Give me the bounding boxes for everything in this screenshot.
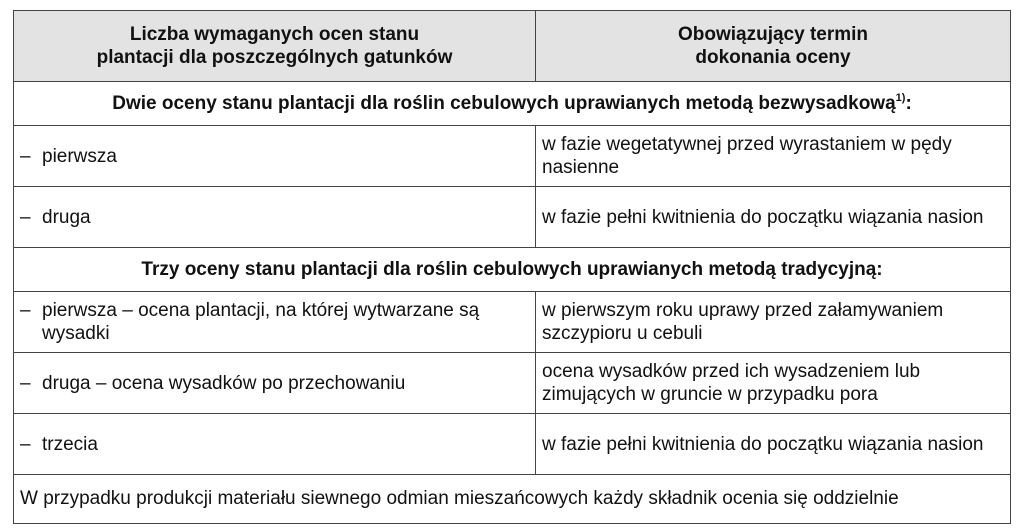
table-row <box>14 126 1011 187</box>
section-title-suffix: : <box>905 92 912 114</box>
section-row-seedless-method <box>14 82 1011 126</box>
list-dash: – <box>20 145 31 167</box>
section-title-cell: Trzy oceny stanu plantacji dla roślin cebulowych uprawianych metodą tradycyjną: <box>14 248 1011 292</box>
section-row-traditional-method <box>14 248 1011 292</box>
assessment-label-cell <box>14 414 536 475</box>
assessment-label: druga <box>42 206 91 228</box>
header-col2-line1: Obowiązujący termin <box>677 24 869 45</box>
header-col1-line1: Liczba wymaganych ocen stanu <box>129 24 420 45</box>
footnote-mark: 1) <box>895 91 906 104</box>
header-col1-line2: plantacji dla poszczególnych gatunków <box>96 47 453 68</box>
list-dash: – <box>20 300 31 321</box>
assessment-label: trzecia <box>42 433 98 455</box>
assessment-label-cell <box>14 353 536 414</box>
table-row <box>14 414 1011 475</box>
assessment-label-cell <box>14 292 536 353</box>
assessment-term-cell: w pierwszym roku uprawy przed załamywaniem szczypioru u cebuli <box>536 292 1011 353</box>
assessment-label: druga – ocena wysadków po przechowaniu <box>42 372 406 394</box>
assessment-term-cell: w fazie pełni kwitnienia do początku wiązania nasion <box>536 414 1011 475</box>
list-dash: – <box>20 206 31 228</box>
assessment-term-cell: ocena wysadków przed ich wysadzeniem lub zimujących w gruncie w przypadku pora <box>536 353 1011 414</box>
section-title: Dwie oceny stanu plantacji dla roślin cebulowych uprawianych metodą bezwysadkową <box>112 92 896 114</box>
plantation-assessment-table <box>13 10 1011 524</box>
assessment-label: pierwsza – ocena plantacji, na której wytwarzane są wysadki <box>42 300 480 344</box>
list-dash: – <box>20 433 31 455</box>
table-row <box>14 353 1011 414</box>
document-page <box>13 10 1011 524</box>
header-col2-line2: dokonania oceny <box>695 47 851 68</box>
assessment-label-cell <box>14 187 536 248</box>
footer-row <box>14 475 1011 524</box>
assessment-term-cell: w fazie pełni kwitnienia do początku wiązania nasion <box>536 187 1011 248</box>
assessment-label-cell <box>14 126 536 187</box>
footer-note: W przypadku produkcji materiału siewnego odmian mieszańcowych każdy składnik ocenia się oddzielnie <box>14 475 1011 524</box>
header-cell-assessment-count <box>14 11 536 82</box>
header-cell-assessment-term <box>536 11 1011 82</box>
assessment-term-cell: w fazie wegetatywnej przed wyrastaniem w pędy nasienne <box>536 126 1011 187</box>
table-row <box>14 292 1011 353</box>
assessment-label: pierwsza <box>42 145 117 167</box>
list-dash: – <box>20 372 31 394</box>
table-row <box>14 187 1011 248</box>
table-header-row <box>14 11 1011 82</box>
section-title-cell <box>14 82 1011 126</box>
